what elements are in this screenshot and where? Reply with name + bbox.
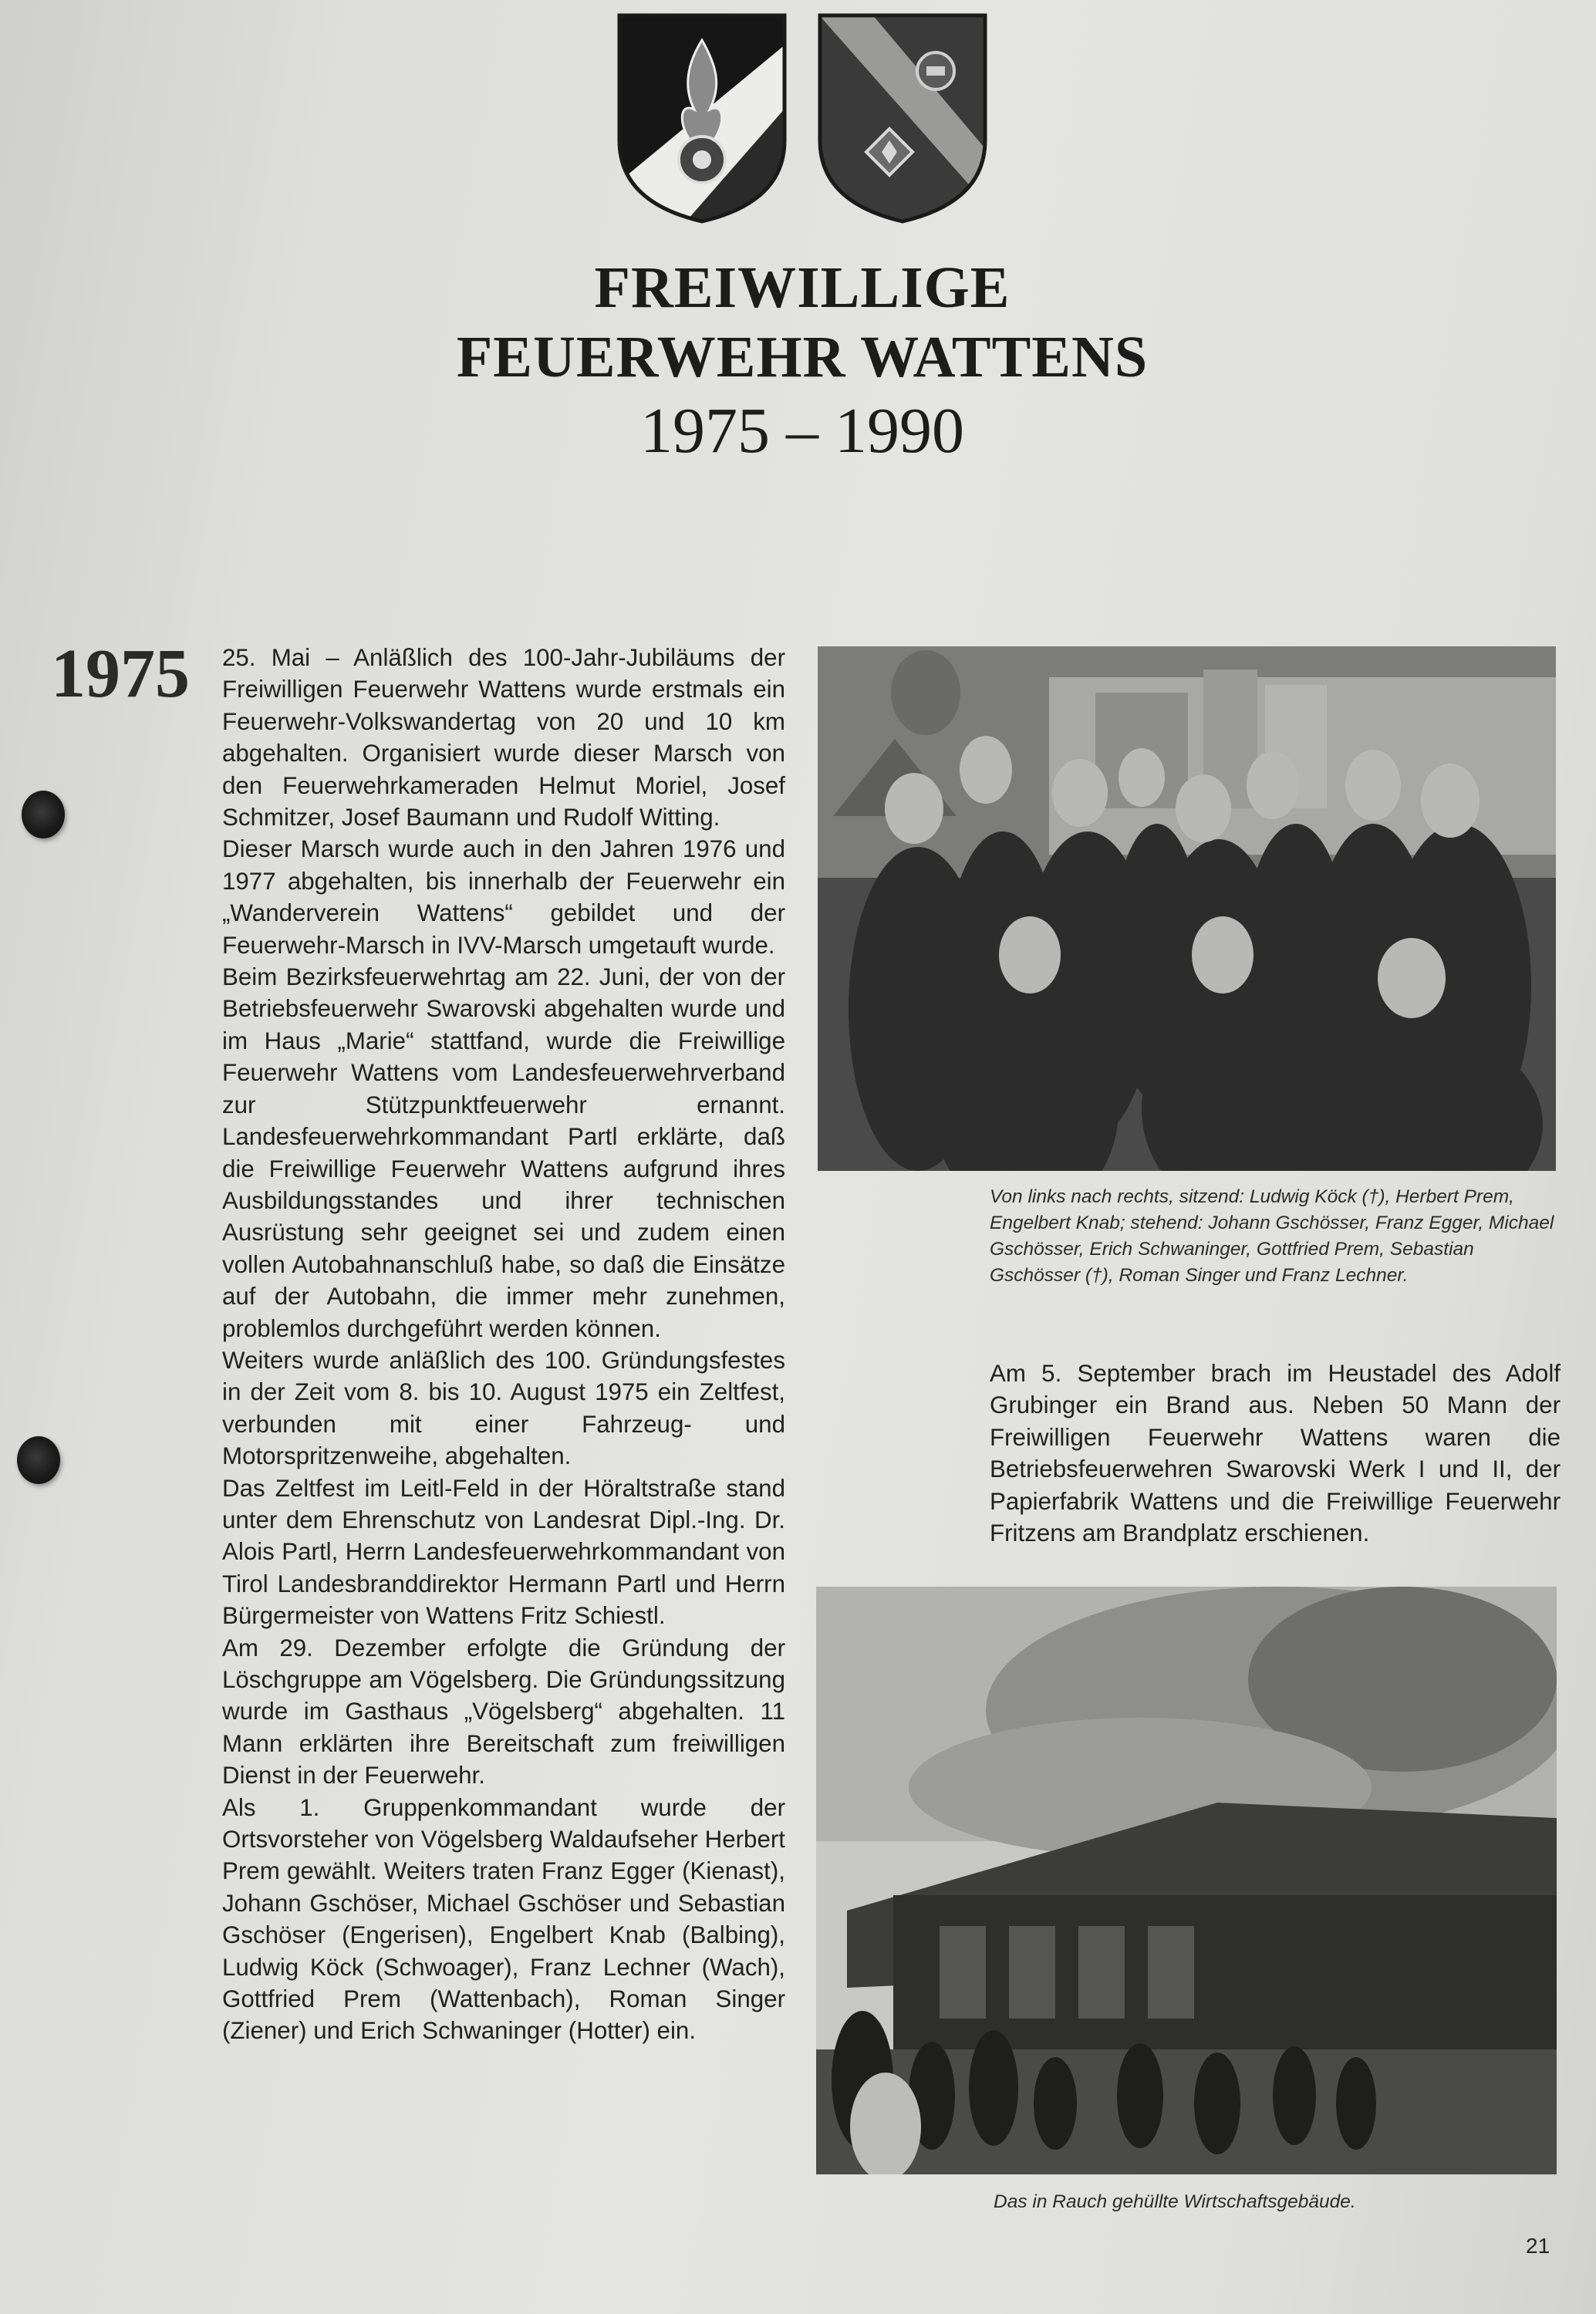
section-year: 1975 <box>51 636 190 712</box>
chronicle-body-text <box>222 642 785 2047</box>
body-paragraph: Dieser Marsch wurde auch in den Jahren 1976 und 1977 abgehalten, bis innerhalb der Feuerwehr ein „Wanderverein Wattens“ gebildet und der Feuerwehr-Marsch in IVV-Marsch umgetauft wurde. <box>222 835 785 959</box>
fire-photo-caption: Das in Rauch gehüllte Wirtschaftsgebäude. <box>994 2191 1356 2212</box>
binder-hole-bottom <box>17 1436 60 1484</box>
fire-report-paragraph: Am 5. September brach im Heustadel des Adolf Grubinger ein Brand aus. Neben 50 Mann der Freiwilligen Feuerwehr Wattens waren die Betriebsfeuerwehren Swarovski Werk I und II, der Papierfabrik Wattens und die Freiwillige Feuerwehr Fritzens am Brandplatz erschienen. <box>990 1360 1561 1547</box>
body-paragraph: Beim Bezirksfeuerwehrtag am 22. Juni, der von der Betriebsfeuerwehr Swarovski abgehalten wurde und im Haus „Marie“ stattfand, wurde die Freiwillige Feuerwehr Wattens vom Landesfeuerwehrverband zur Stützpunktfeuerwehr ernannt. Landesfeuerwehrkommandant Partl erklärte, daß die Freiwillige Feuerwehr Wattens aufgrund ihres Ausbildungsstandes und ihrer technischen Ausrüstung sehr geeignet sei und zudem einen vollen Autobahnanschluß habe, so daß die Einsätze auf der Autobahn, die immer mehr zunehmen, problemlos durchgeführt werden können. <box>222 963 785 1342</box>
fire-brigade-crest-icon <box>613 9 791 225</box>
body-paragraph: Als 1. Gruppenkommandant wurde der Ortsvorsteher von Vögelsberg Waldaufseher Herbert Prem gewählt. Weiters traten Franz Egger (Kienast), Johann Gschöser, Michael Gschöser und Sebastian Gschöser (Engerisen), Engelbert Knab (Balbing), Ludwig Köck (Schwoager), Franz Lechner (Wach), Gottfried Prem (Wattenbach), Roman Singer (Ziener) und Erich Schwaninger (Hotter) ein. <box>222 1793 785 2045</box>
binder-hole-top <box>22 791 65 838</box>
page-number: 21 <box>1526 2234 1550 2258</box>
body-paragraph: Am 29. Dezember erfolgte die Gründung der Löschgruppe am Vögelsberg. Die Gründungssitzung wurde im Gasthaus „Vögelsberg“ abgehalten. 11 Mann erklärten ihre Bereitschaft zum freiwilligen Dienst in der Feuerwehr. <box>222 1634 785 1789</box>
fire-photo <box>816 1587 1557 2174</box>
body-paragraph: 25. Mai – Anläßlich des 100-Jahr-Jubiläums der Freiwilligen Feuerwehr Wattens wurde erstmals ein Feuerwehr-Volkswandertag von 20 und 10 km abgehalten. Organisiert wurde dieser Marsch von den Feuerwehrkameraden Helmut Moriel, Josef Schmitzer, Josef Baumann und Rudolf Witting. <box>222 644 785 831</box>
group-photo-caption: Von links nach rechts, sitzend: Ludwig Köck (†), Herbert Prem, Engelbert Knab; stehend: Johann Gschösser, Franz Egger, Michael Gschösser, Erich Schwaninger, Gottfried Prem, Sebastian Gschösser (†), Roman Singer und Franz Lechner. <box>990 1186 1554 1286</box>
body-paragraph: Das Zeltfest im Leitl-Feld in der Höraltstraße stand unter dem Ehrenschutz von Landesrat Dipl.-Ing. Dr. Alois Partl, Herrn Landesfeuerwehrkommandant von Tirol Landesbranddirektor Hermann Partl und Herrn Bürgermeister von Wattens Fritz Schiestl. <box>222 1474 785 1630</box>
group-photo <box>818 646 1556 1171</box>
page-title-line-2: FEUERWEHR WATTENS <box>456 325 1149 390</box>
page-title-line-1: FREIWILLIGE <box>594 255 1011 320</box>
wattens-coat-of-arms-icon <box>814 9 991 225</box>
body-paragraph: Weiters wurde anläßlich des 100. Gründungsfestes in der Zeit vom 8. bis 10. August 1975 ein Zeltfest, verbunden mit einer Fahrzeug- und Motorspritzenweihe, abgehalten. <box>222 1346 785 1470</box>
page-title-years: 1975 – 1990 <box>640 395 964 467</box>
